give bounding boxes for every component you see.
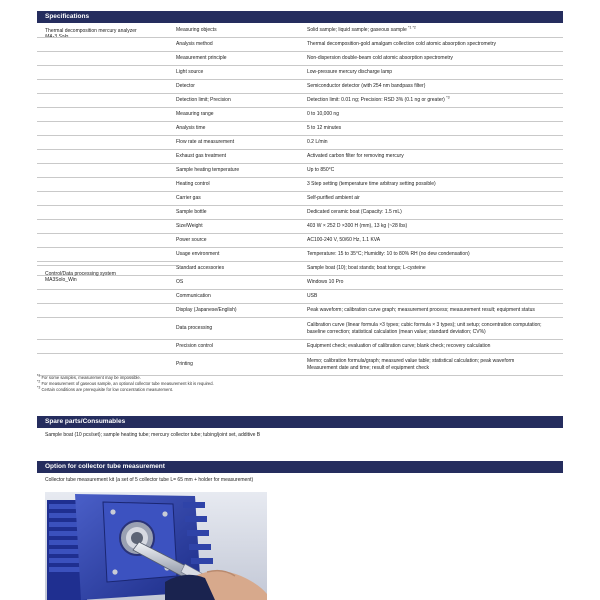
spec-label: Sample heating temperature bbox=[176, 167, 240, 173]
spec-row bbox=[37, 108, 563, 122]
footnote-mark: *3 bbox=[37, 386, 41, 391]
spec-label: Printing bbox=[176, 361, 193, 367]
specifications-header bbox=[37, 11, 563, 23]
spec-value bbox=[307, 290, 563, 303]
footnote-mark: *2 bbox=[37, 379, 41, 384]
spec-label: Detection limit; Precision bbox=[176, 97, 231, 103]
footnote-text: For some samples, measurement may be impossible. bbox=[41, 375, 141, 380]
spec-label: Carrier gas bbox=[176, 195, 201, 201]
spec-value-text: Activated carbon filter for removing mercury bbox=[307, 153, 404, 159]
processing-name: Control/Data processing system bbox=[45, 271, 116, 277]
spec-row bbox=[37, 66, 563, 80]
spec-value bbox=[307, 220, 563, 233]
spec-label: Exhaust gas treatment bbox=[176, 153, 227, 159]
spec-label: Analysis method bbox=[176, 41, 213, 47]
spec-value bbox=[307, 136, 563, 149]
spec-row bbox=[37, 24, 563, 38]
spare-parts-header bbox=[37, 416, 563, 428]
spec-value-text: Windows 10 Pro bbox=[307, 279, 344, 285]
footnote-mark: *1 bbox=[37, 373, 41, 378]
spec-value-text: 5 to 12 minutes bbox=[307, 125, 342, 131]
spec-row bbox=[37, 290, 563, 304]
spec-label: Display (Japanese/English) bbox=[176, 307, 237, 313]
spec-value-text: Calibration curve (linear formula ×3 types; cubic formula × 3 types); unit setup; concentration computation; bbox=[307, 321, 542, 328]
spec-value bbox=[307, 248, 563, 261]
spec-value-text: Detection limit: 0.01 ng; Precision: RSD 3% (0.1 ng or greater) bbox=[307, 97, 445, 103]
spec-row bbox=[37, 38, 563, 52]
spec-value bbox=[307, 276, 563, 289]
spec-value-text: AC100-240 V, 50/60 Hz, 1.1 KVA bbox=[307, 237, 381, 243]
spec-value-text: Solid sample; liquid sample; gaseous sample bbox=[307, 27, 407, 33]
spec-value bbox=[307, 24, 563, 37]
spec-row bbox=[37, 234, 563, 248]
spec-row bbox=[37, 206, 563, 220]
spec-label: Analysis time bbox=[176, 125, 206, 131]
spec-value bbox=[307, 80, 563, 93]
spec-value bbox=[307, 122, 563, 135]
spec-value bbox=[307, 322, 563, 336]
spec-value bbox=[307, 340, 563, 353]
collector-kit-photo bbox=[45, 492, 267, 600]
spec-value bbox=[307, 192, 563, 205]
spec-label: Light source bbox=[176, 69, 204, 75]
spec-value bbox=[307, 38, 563, 51]
spec-row bbox=[37, 276, 563, 290]
spec-value bbox=[307, 358, 563, 372]
spec-row bbox=[37, 354, 563, 376]
spec-row bbox=[37, 304, 563, 318]
spec-label: Measurement principle bbox=[176, 55, 227, 61]
spec-value-text: 0.2 L/min bbox=[307, 139, 328, 145]
option-header bbox=[37, 461, 563, 473]
spec-value-text: Memo; calibration formula/graph; measured value table; statistical calculation; peak waveform bbox=[307, 357, 515, 364]
spec-value bbox=[307, 206, 563, 219]
spec-label: Measuring objects bbox=[176, 27, 217, 33]
footnote-text: Certain conditions are prerequisite for low concentration measurement. bbox=[41, 387, 173, 393]
spec-value-text: Semiconductor detector (with 254 nm bandpass filter) bbox=[307, 83, 426, 89]
spec-row bbox=[37, 340, 563, 354]
spec-row bbox=[37, 52, 563, 66]
spec-row bbox=[37, 248, 563, 262]
footnote-ref: *1 *2 bbox=[408, 25, 416, 30]
spec-value bbox=[307, 262, 563, 275]
spec-row bbox=[37, 136, 563, 150]
spec-value-text: USB bbox=[307, 293, 318, 299]
footnote-text: For measurement of gaseous sample, an optional collector tube measurement kit is required. bbox=[41, 381, 214, 387]
spec-row bbox=[37, 318, 563, 340]
processing-model: MA3Solo_Win bbox=[45, 277, 77, 283]
spec-value-text: 3 Step setting (temperature time arbitrary setting possible) bbox=[307, 181, 436, 187]
spec-label: OS bbox=[176, 279, 184, 285]
spec-label: Flow rate at measurement bbox=[176, 139, 235, 145]
spec-value bbox=[307, 150, 563, 163]
spec-value-text: Self-purified ambient air bbox=[307, 195, 360, 201]
spec-row bbox=[37, 164, 563, 178]
spec-value bbox=[307, 304, 563, 317]
processing-rows bbox=[37, 276, 563, 376]
spec-value-text: 403 W × 252 D ×300 H (mm), 13 kg (~28 lbs) bbox=[307, 223, 408, 229]
spec-value-text: Up to 850°C bbox=[307, 167, 335, 173]
option-text: Collector tube measurement kit (a set of 5 collector tube L= 65 mm + holder for measurement) bbox=[45, 477, 254, 483]
spec-value-text: Thermal decomposition-gold amalgam collection cold atomic absorption spectrometry bbox=[307, 41, 496, 47]
spec-label: Size/Weight bbox=[176, 223, 203, 229]
spec-value-text: Sample boat (10); boat stands; boat tongs; L-cysteine bbox=[307, 265, 426, 271]
spec-value-text: Temperature: 15 to 35°C; Humidity: 10 to 80% RH (no dew condensation) bbox=[307, 251, 470, 257]
spec-label: Heating control bbox=[176, 181, 210, 187]
spec-label: Precision control bbox=[176, 343, 213, 349]
spec-value bbox=[307, 178, 563, 191]
analyzer-model: MA-3 Solo bbox=[45, 34, 69, 40]
spec-label: Communication bbox=[176, 293, 211, 299]
spec-value-text: Non-dispersion double-beam cold atomic absorption spectrometry bbox=[307, 55, 453, 61]
specifications-table bbox=[37, 24, 563, 376]
option-title: Option for collector tube measurement bbox=[45, 463, 165, 470]
footnote-ref: *3 bbox=[446, 95, 450, 100]
spec-label: Sample bottle bbox=[176, 209, 207, 215]
spec-label: Detector bbox=[176, 83, 195, 89]
analyzer-name: Thermal decomposition mercury analyzer bbox=[45, 28, 137, 34]
spec-label: Power source bbox=[176, 237, 207, 243]
spec-row bbox=[37, 220, 563, 234]
spec-value-text: Dedicated ceramic boat (Capacity: 1.5 mL) bbox=[307, 209, 402, 215]
spec-value bbox=[307, 52, 563, 65]
spec-label: Usage environment bbox=[176, 251, 220, 257]
spec-value-text: 0 to 10,000 ng bbox=[307, 111, 339, 117]
spare-parts-text: Sample boat (10 pcs/set); sample heating tube; mercury collector tube; tubing/joint set, additive B bbox=[45, 432, 261, 438]
spec-value bbox=[307, 108, 563, 121]
footnote bbox=[37, 387, 214, 393]
spec-label: Data processing bbox=[176, 325, 213, 331]
specifications-title: Specifications bbox=[45, 13, 90, 20]
spec-row bbox=[37, 80, 563, 94]
spec-row bbox=[37, 192, 563, 206]
spec-value bbox=[307, 94, 563, 107]
spec-value-text: Low-pressure mercury discharge lamp bbox=[307, 69, 393, 75]
spec-row bbox=[37, 150, 563, 164]
spec-value-text: Peak waveform; calibration curve graph; measurement process; measurement result; equipment status bbox=[307, 307, 535, 313]
spec-value bbox=[307, 234, 563, 247]
spec-value bbox=[307, 66, 563, 79]
spec-label: Measuring range bbox=[176, 111, 214, 117]
spec-label: Standard accessories bbox=[176, 265, 225, 271]
spare-parts-title: Spare parts/Consumables bbox=[45, 418, 126, 425]
spec-value-text: Equipment check; evaluation of calibration curve; blank check; recovery calculation bbox=[307, 343, 491, 349]
spec-row bbox=[37, 94, 563, 108]
group-divider bbox=[37, 265, 176, 266]
analyzer-rows bbox=[37, 24, 563, 276]
spec-value-text-2: baseline correction; statistical calculation (mean value; standard deviation; CV%) bbox=[307, 328, 486, 335]
spec-row bbox=[37, 178, 563, 192]
footnotes bbox=[37, 375, 214, 394]
spec-row bbox=[37, 122, 563, 136]
spec-value bbox=[307, 164, 563, 177]
spec-value-text-2: Measurement date and time; result of equipment check bbox=[307, 364, 430, 371]
